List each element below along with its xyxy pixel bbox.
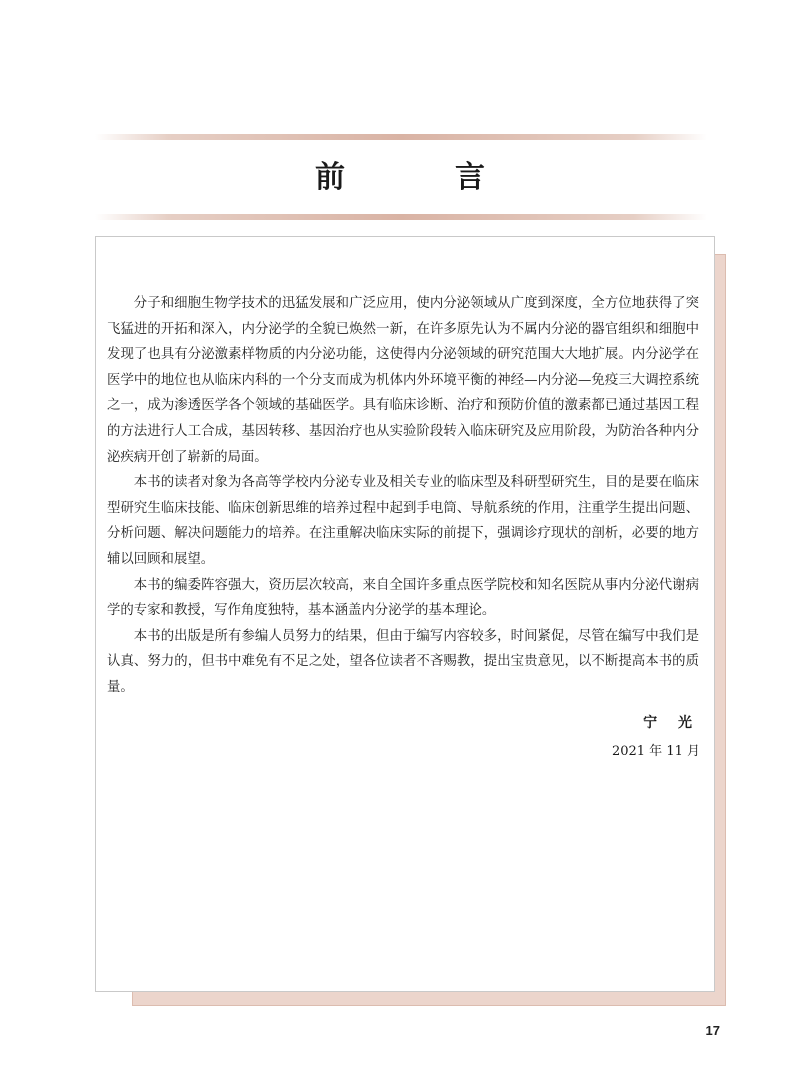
paragraph: 本书的出版是所有参编人员努力的结果，但由于编写内容较多，时间紧促，尽管在编写中我们是认真、努力的，但书中难免有不足之处，望各位读者不吝赐教，提出宝贵意见，以不断提高本书的质量。 (107, 628, 699, 695)
paragraph: 分子和细胞生物学技术的迅猛发展和广泛应用，使内分泌领域从广度到深度，全方位地获得了突飞猛进的开拓和深入，内分泌学的全貌已焕然一新，在许多原先认为不属内分泌的器官组织和细胞中发现了也具有分泌激素样物质的内分泌功能，这使得内分泌领域的研究范围大大地扩展。内分泌学在医学中的地位也从临床内科的一个分支而成为机体内外环境平衡的神经—内分泌—免疫三大调控系统之一，成为渗透医学各个领域的基础医学。具有临床诊断、治疗和预防价值的激素都已通过基因工程的方法进行人工合成，基因转移、基因治疗也从实验阶段转入临床研究及应用阶段，为防治各种内分泌疾病开创了崭新的局面。 (107, 296, 699, 465)
page-number: 17 (705, 1023, 720, 1038)
paragraph: 本书的读者对象为各高等学校内分泌专业及相关专业的临床型及科研型研究生，目的是要在临床型研究生临床技能、临床创新思维的培养过程中起到手电筒、导航系统的作用，注重学生提出问题、分析问题、解决问题能力的培养。在注重解决临床实际的前提下，强调诊疗现状的剖析，必要的地方辅以回顾和展望。 (107, 475, 699, 567)
preface-body (107, 291, 699, 701)
paragraph: 本书的编委阵容强大，资历层次较高，来自全国许多重点医学院校和知名医院从事内分泌代谢病学的专家和教授，写作角度独特，基本涵盖内分泌学的基本理论。 (107, 577, 699, 619)
title-bottom-rule (95, 214, 707, 220)
page-title: 前 言 (315, 160, 525, 195)
author-signature: 宁 光 (643, 715, 700, 731)
signature-date: 2021 年 11 月 (611, 744, 700, 759)
title-top-rule (95, 134, 707, 140)
